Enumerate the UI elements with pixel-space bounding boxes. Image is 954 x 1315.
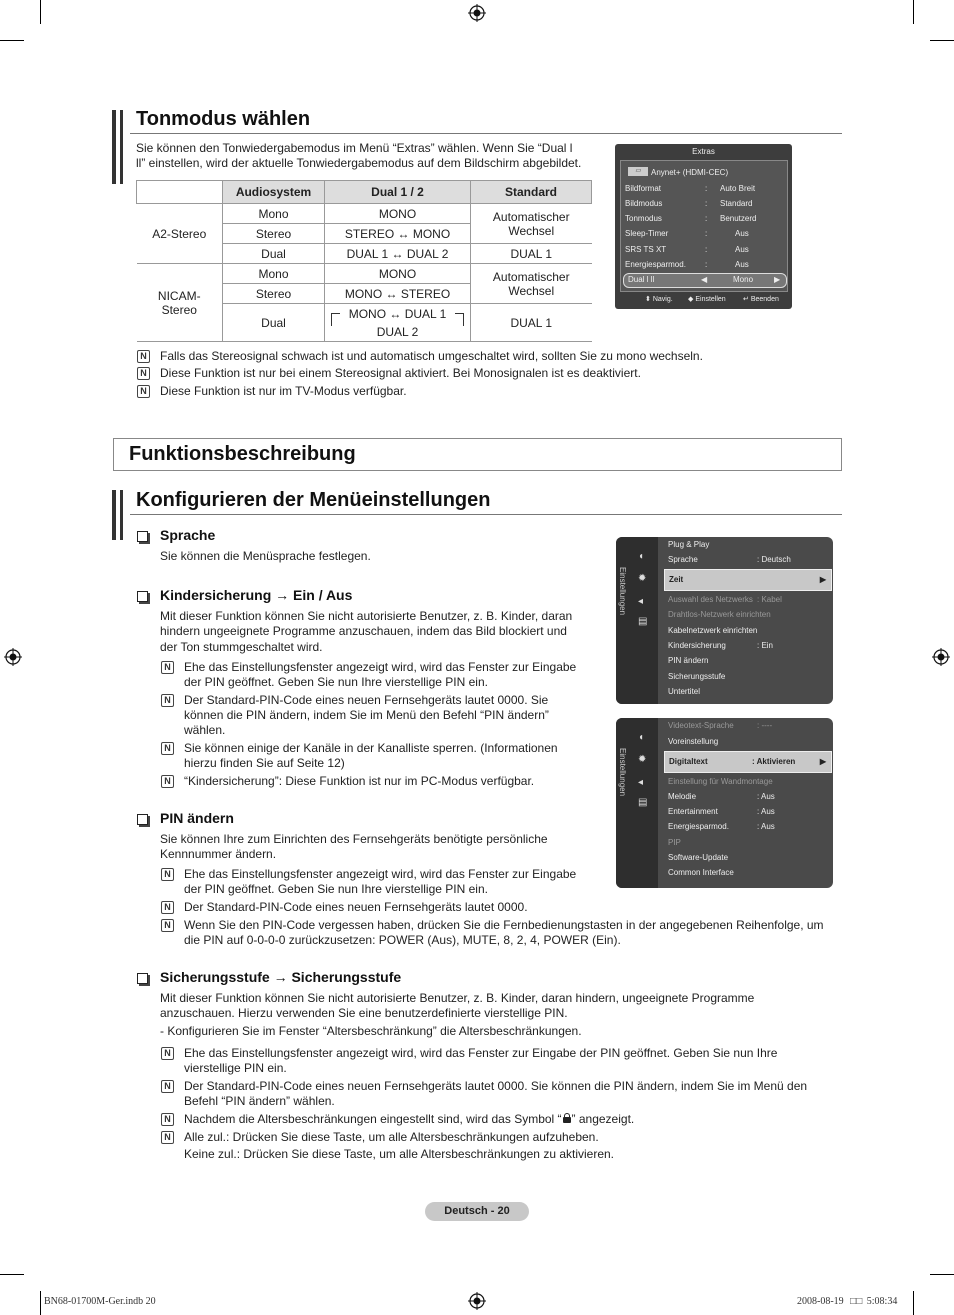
crop-mark [930, 40, 954, 41]
note-text: Befehl “PIN ändern” wählen. [184, 1094, 335, 1108]
note-text-part: Nachdem die Altersbeschränkungen eingestellt sind, wird das Symbol “ [184, 1112, 562, 1126]
menu-item-label: Auswahl des Netzwerks [668, 595, 753, 604]
subsection-heading: PIN ändern [160, 810, 234, 826]
note-icon: N [137, 350, 150, 363]
section-box [113, 438, 842, 471]
note-text: Ehe das Einstellungsfenster angezeigt wird, wird das Fenster zur Eingabe der PIN geöffnet. Geben Sie nun Ihre [184, 1046, 778, 1060]
sidebar-label: Einstellungen [618, 567, 627, 616]
menu-colon: : [705, 214, 708, 223]
crop-mark [913, 1291, 914, 1315]
table-header: Audiosystem [223, 181, 325, 204]
menu-item[interactable] [668, 822, 828, 836]
table-cell: NICAM-Stereo [137, 264, 223, 342]
checkbox-bullet-icon [137, 531, 148, 542]
menu-item-label: Energiesparmod. [625, 260, 686, 269]
menu-item-label: Zeit [669, 575, 684, 584]
menu-item-label: Bildmodus [625, 199, 663, 208]
checkbox-bullet-icon [137, 591, 148, 602]
sound-icon[interactable]: ◂ [638, 596, 644, 607]
note-text: Ehe das Einstellungsfenster angezeigt wird, wird das Fenster zur Eingabe [184, 867, 577, 881]
menu-item-label: Energiesparmod. [668, 822, 729, 831]
set-hint [688, 295, 726, 303]
menu-item[interactable] [668, 555, 828, 569]
table-cell: Dual [223, 244, 325, 264]
note-text: Diese Funktion ist nur im TV-Modus verfügbar. [160, 384, 407, 398]
menu-item-label: Plug & Play [668, 540, 710, 549]
menu-item-label: Sicherungsstufe [668, 672, 726, 681]
table-header: Standard [471, 181, 592, 204]
table-cell [471, 204, 592, 244]
note-icon: N [161, 901, 174, 914]
table-cell-line: Automatischer [492, 209, 570, 224]
menu-item-label: Bildformat [625, 184, 662, 193]
section-title: Funktionsbeschreibung [129, 443, 356, 465]
table-cell: Stereo [223, 224, 325, 244]
lock-shackle [564, 1113, 570, 1118]
menu-item-value: : Aus [757, 822, 775, 831]
return-icon: ↵ [743, 296, 749, 303]
menu-item[interactable] [625, 245, 795, 259]
checkbox-bullet-icon [137, 973, 148, 984]
menu-item-label: Sprache [668, 555, 698, 564]
table-cell: DUAL 1 [471, 304, 592, 342]
menu-item-value: Aus [735, 245, 749, 254]
menu-item-label: Melodie [668, 792, 697, 801]
menu-item[interactable] [668, 792, 828, 806]
menu-item[interactable] [668, 807, 828, 821]
menu-item-value: : Aus [757, 792, 775, 801]
note-text: können die PIN ändern, indem Sie im Menü den Befehl “PIN ändern” [184, 708, 549, 722]
menu-item-label: SRS TS XT [625, 245, 667, 254]
menu-item[interactable] [668, 853, 828, 867]
exit-hint [743, 295, 779, 303]
note-text: der PIN geöffnet. Geben Sie nun Ihre vierstellige PIN ein. [184, 675, 488, 689]
note-icon: N [137, 367, 150, 380]
menu-item-label: Untertitel [668, 687, 701, 696]
table-cell: MONO ↔ STEREO [325, 284, 471, 304]
checkbox-bullet-icon [137, 814, 148, 825]
menu-item[interactable] [625, 229, 795, 243]
menu-item-selected[interactable] [664, 569, 832, 591]
paragraph: der Ton stummgeschaltet wird. [160, 640, 323, 654]
nav-hint [645, 295, 673, 303]
setup-gear-icon[interactable]: ✹ [638, 754, 647, 765]
menu-item[interactable] [668, 838, 828, 852]
extras-menu [615, 144, 792, 309]
table-cell: DUAL 1 [471, 244, 592, 264]
note-text: Der Standard-PIN-Code eines neuen Fernsehgeräts lautet 0000. Sie [184, 693, 549, 707]
menu-colon: : [705, 199, 708, 208]
note-text: Der Standard-PIN-Code eines neuen Fernsehgeräts lautet 0000. Sie können die PIN ändern, indem Sie im Menü den [184, 1079, 808, 1093]
menu-item[interactable] [625, 260, 795, 274]
section-title: Konfigurieren der Menüeinstellungen [136, 489, 491, 511]
menu-item[interactable] [668, 656, 828, 670]
crop-mark [0, 40, 24, 41]
table-cell [471, 264, 592, 304]
note-icon: N [161, 1131, 174, 1144]
bracket-right [455, 313, 464, 326]
note-text: die PIN auf 0-0-0-0 zurückzusetzen: POWER (Aus), MUTE, 8, 2, 4, POWER (Ein). [184, 933, 621, 947]
menu-item-value: : Aus [757, 807, 775, 816]
note-icon: N [161, 868, 174, 881]
menu-item-label: Sleep-Timer [625, 229, 669, 238]
setup-menu [616, 537, 833, 704]
menu-item[interactable] [668, 610, 828, 624]
note-icon: N [161, 775, 174, 788]
table-header [137, 181, 223, 204]
menu-item-value: Standard [720, 199, 753, 208]
arrow-left-icon[interactable]: ◀ [701, 275, 708, 284]
title-rule [130, 514, 842, 515]
setup-menu [616, 718, 833, 888]
arrow-right-icon[interactable]: ▶ [819, 757, 826, 766]
subsection-heading: Sprache [160, 527, 216, 543]
menu-item-label: Kabelnetzwerk einrichten [668, 626, 758, 635]
channel-icon[interactable]: ▤ [638, 797, 648, 808]
note-icon: N [161, 919, 174, 932]
table-cell: Stereo [223, 284, 325, 304]
subsection-heading: Sicherungsstufe → Sicherungsstufe [160, 969, 402, 985]
intro-line: Sie können den Tonwiedergabemodus im Menü “Extras” wählen. Wenn Sie “Dual l [136, 141, 573, 155]
menu-item[interactable] [668, 777, 828, 791]
section-bar [112, 490, 124, 540]
menu-item-label: Common Interface [668, 868, 734, 877]
table-cell: MONO [325, 204, 471, 224]
menu-item[interactable] [668, 737, 828, 751]
title-rule [130, 133, 842, 134]
table-cell: STEREO ↔ MONO [325, 224, 471, 244]
menu-item-label: Kindersicherung [668, 641, 726, 650]
anynet-logo-icon: ▭ [628, 167, 648, 176]
note-text: hierzu finden Sie auf Seite 12) [184, 756, 345, 770]
menu-colon: : [705, 245, 708, 254]
menu-title: Extras [692, 147, 715, 156]
note-text: Sie können einige der Kanäle in der Kanalliste sperren. (Informationen [184, 741, 558, 755]
menu-item-value: Benutzerd [720, 214, 757, 223]
note-icon: N [161, 1080, 174, 1093]
table-cell-line: Wechsel [508, 223, 555, 238]
menu-item-value: Auto Breit [720, 184, 756, 193]
menu-item-value: Aus [735, 229, 749, 238]
menu-item[interactable] [668, 721, 828, 735]
anynet-item[interactable]: Anynet+ (HDMI-CEC) [651, 168, 729, 177]
page-number: Deutsch - 20 [425, 1202, 529, 1221]
menu-item[interactable] [625, 214, 795, 228]
paragraph: anzuschauen. Hierzu verwenden Sie eine benutzerdefinierte vierstellige PIN. [160, 1006, 568, 1020]
table-cell: Mono [223, 204, 325, 224]
crop-mark [0, 1274, 24, 1275]
registration-mark-icon [468, 4, 486, 22]
print-time: 5:08:34 [866, 1296, 898, 1307]
note-text: Keine zul.: Drücken Sie diese Taste, um alle Altersbeschränkungen zu aktivieren. [184, 1147, 615, 1161]
menu-item-label: Software-Update [668, 853, 729, 862]
sidebar-label: Einstellungen [618, 748, 627, 797]
print-date [797, 1296, 897, 1307]
menu-colon: : [705, 184, 708, 193]
note-icon: N [161, 1113, 174, 1126]
set-label: Einstellen [695, 296, 726, 303]
picture-icon[interactable]: ◖ [638, 551, 645, 562]
menu-item-value: Mono [733, 275, 754, 284]
menu-item[interactable] [668, 687, 828, 701]
leftright-icon: ◆ [688, 296, 694, 303]
note-icon: N [137, 385, 150, 398]
menu-item-value: : Kabel [757, 595, 782, 604]
menu-item-value: : Ein [757, 641, 774, 650]
paragraph: Kennnummer ändern. [160, 847, 277, 861]
note-icon: N [161, 742, 174, 755]
table-cell: MONO [325, 264, 471, 284]
table-cell [325, 304, 471, 342]
menu-item-label: Voreinstellung [668, 737, 719, 746]
note-text: Ehe das Einstellungsfenster angezeigt wird, wird das Fenster zur Eingabe [184, 660, 577, 674]
menu-item[interactable] [668, 868, 828, 882]
menu-colon: : [705, 260, 708, 269]
note-text: Falls das Stereosignal schwach ist und automatisch umgeschaltet wird, sollten Sie zu mono wechseln. [160, 349, 703, 363]
arrow-right-icon[interactable]: ▶ [819, 575, 826, 584]
registration-mark-icon [468, 1292, 486, 1310]
crop-mark [930, 1274, 954, 1275]
menu-item-label: Einstellung für Wandmontage [668, 777, 773, 786]
crop-mark [913, 0, 914, 24]
note-text: Alle zul.: Drücken Sie diese Taste, um alle Altersbeschränkungen aufzuheben. [184, 1130, 599, 1144]
menu-item[interactable] [668, 540, 828, 554]
note-icon: N [161, 1047, 174, 1060]
section-bar [112, 110, 124, 184]
menu-item-label: Drahtlos-Netzwerk einrichten [668, 610, 771, 619]
paragraph: - Konfigurieren Sie im Fenster “Altersbeschränkung” die Altersbeschränkungen. [160, 1024, 582, 1038]
menu-item-value: : ---- [757, 721, 773, 730]
arrow-right-icon[interactable]: ▶ [774, 275, 781, 284]
sound-icon[interactable]: ◂ [638, 777, 644, 788]
menu-item[interactable] [668, 595, 828, 609]
menu-item-selected[interactable] [623, 273, 787, 288]
table-cell: Dual [223, 304, 325, 342]
note-icon: N [161, 694, 174, 707]
note-text: wählen. [184, 723, 226, 737]
note-text: Diese Funktion ist nur bei einem Stereosignal aktiviert. Bei Monosignalen ist es deaktiviert. [160, 366, 641, 380]
menu-item-label: Tonmodus [625, 214, 662, 223]
note-icon: N [161, 661, 174, 674]
table-cell-line: MONO ↔ DUAL 1 [348, 306, 447, 321]
note-text: Der Standard-PIN-Code eines neuen Fernsehgeräts lautet 0000. [184, 900, 528, 914]
subsection-heading: Kindersicherung → Ein / Aus [160, 587, 353, 603]
table-cell-line: Automatischer [492, 269, 570, 284]
print-date-boxes: □□ [850, 1296, 863, 1307]
menu-item[interactable] [625, 184, 795, 198]
menu-item[interactable] [668, 672, 828, 686]
note-text: der PIN geöffnet. Geben Sie nun Ihre vierstellige PIN ein. [184, 882, 488, 896]
table-cell: Mono [223, 264, 325, 284]
menu-item-selected[interactable] [664, 751, 832, 773]
note-text: Wenn Sie den PIN-Code vergessen haben, drücken Sie die Fernbedienungstasten in der angegebenen Reihenfolge, um [184, 918, 824, 932]
menu-sidebar [616, 718, 658, 888]
menu-item-label: Digitaltext [669, 757, 708, 766]
paragraph: Sie können die Menüsprache festlegen. [160, 549, 371, 563]
note-text [184, 1112, 634, 1127]
setup-gear-icon[interactable]: ✹ [638, 573, 647, 584]
paragraph: Sie können Ihre zum Einrichten des Fernsehgeräts benötigte persönliche [160, 832, 548, 846]
file-name: BN68-01700M-Ger.indb 20 [44, 1296, 156, 1307]
note-text-part: ” angezeigt. [571, 1112, 635, 1126]
registration-mark-icon [4, 648, 22, 666]
menu-item-label: PIP [668, 838, 681, 847]
table-cell-line: Wechsel [508, 283, 555, 298]
channel-icon[interactable]: ▤ [638, 616, 648, 627]
note-text: “Kindersicherung”: Diese Funktion ist nur im PC-Modus verfügbar. [184, 774, 535, 788]
menu-item-value: Aus [735, 260, 749, 269]
table-cell: A2-Stereo [137, 204, 223, 264]
paragraph: Mit dieser Funktion können Sie nicht autorisierte Benutzer, z. B. Kinder, daran hindern, ungeeignete Programme [160, 991, 755, 1005]
section-title: Tonmodus wählen [136, 108, 311, 130]
picture-icon[interactable]: ◖ [638, 732, 645, 743]
menu-item-label: Dual l ll [628, 275, 655, 284]
menu-item-value: : Aktivieren [752, 757, 796, 766]
table-cell-line: DUAL 2 [376, 324, 419, 339]
exit-label: Beenden [750, 296, 779, 303]
menu-item[interactable] [668, 641, 828, 655]
table-header: Dual 1 / 2 [325, 181, 471, 204]
intro-line: ll” einstellen, wird der aktuelle Tonwiedergabemodus auf dem Bildschirm abgebildet. [136, 156, 582, 170]
registration-mark-icon [932, 648, 950, 666]
updown-icon: ⬍ [645, 296, 651, 303]
menu-sidebar [616, 537, 658, 704]
menu-item-value: : Deutsch [757, 555, 791, 564]
menu-colon: : [705, 229, 708, 238]
menu-item-label: Videotext-Sprache [668, 721, 734, 730]
menu-item-label: PIN ändern [668, 656, 709, 665]
paragraph: hindern ungeeignete Programme anzuschauen, indem das Bild blockiert und [160, 624, 567, 638]
print-date-value: 2008-08-19 [797, 1296, 844, 1307]
audio-table [136, 180, 592, 342]
crop-mark [40, 0, 41, 24]
menu-item-label: Entertainment [668, 807, 718, 816]
menu-item[interactable] [668, 626, 828, 640]
note-text: vierstellige PIN ein. [184, 1061, 287, 1075]
nav-label: Navig. [652, 296, 673, 303]
table-cell: DUAL 1 ↔ DUAL 2 [325, 244, 471, 264]
bracket-left [331, 313, 340, 326]
lock-icon [563, 1117, 571, 1123]
menu-item[interactable] [625, 199, 795, 213]
crop-mark [40, 1291, 41, 1315]
paragraph: Mit dieser Funktion können Sie nicht autorisierte Benutzer, z. B. Kinder, daran [160, 609, 573, 623]
